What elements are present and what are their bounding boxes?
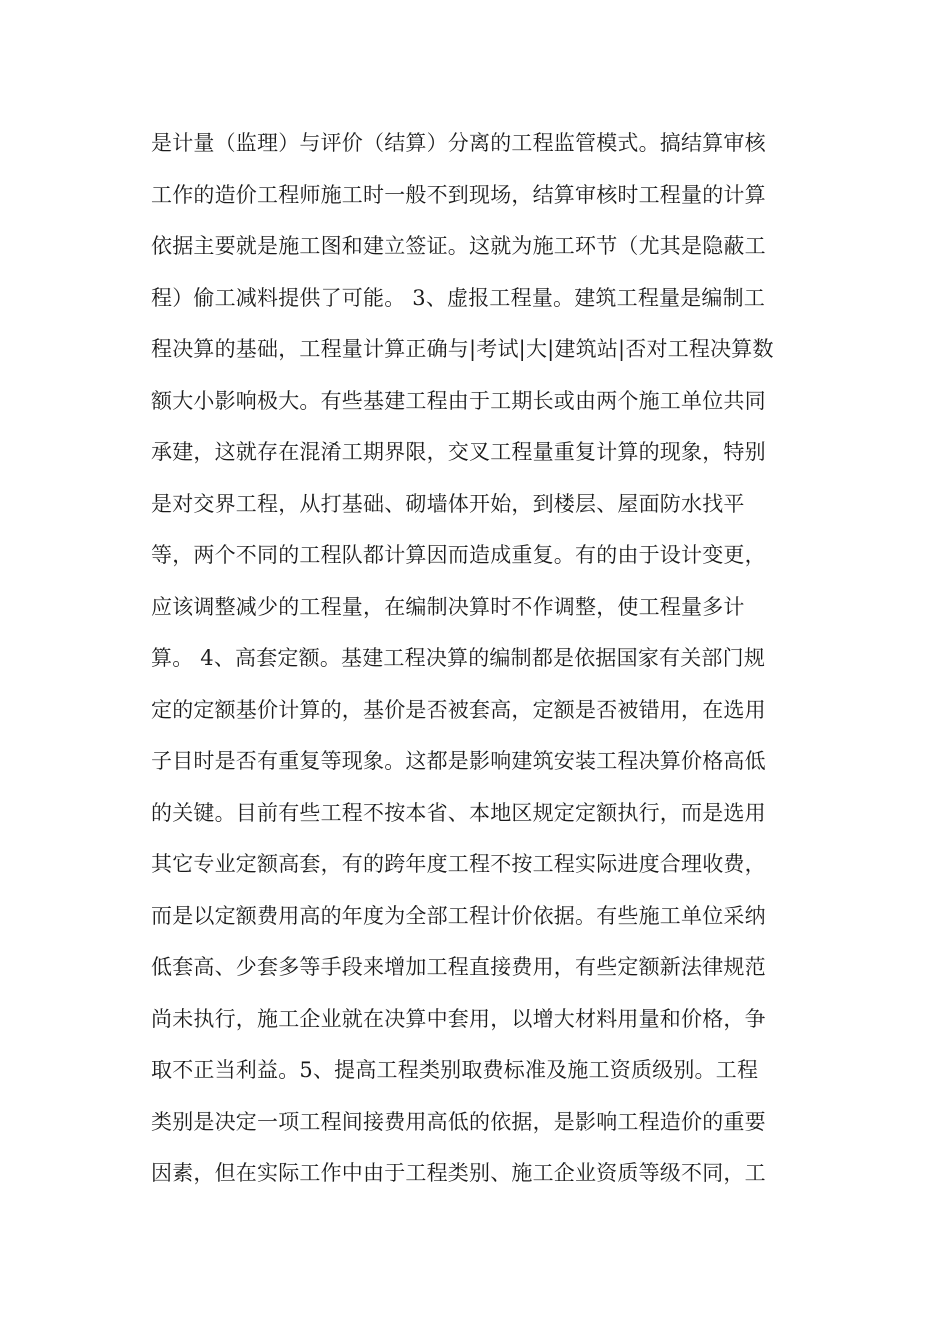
body-text bbox=[151, 118, 811, 1200]
text-line: 应该调整减少的工程量，在编制决算时不作调整，使工程量多计 bbox=[151, 594, 745, 619]
text-line: 工作的造价工程师施工时一般不到现场，结算审核时工程量的计算 bbox=[151, 182, 766, 207]
text-line: 类别是决定一项工程间接费用高低的依据，是影响工程造价的重要 bbox=[151, 1109, 766, 1134]
text-line: 因素，但在实际工作中由于工程类别、施工企业资质等级不同，工 bbox=[151, 1161, 766, 1185]
text-line: 其它专业定额高套，有的跨年度工程不按工程实际进度合理收费， bbox=[151, 852, 766, 876]
text-line: 算。 4、高套定额。基建工程决算的编制都是依据国家有关部门规 bbox=[151, 646, 766, 670]
text-line: 承建，这就存在混淆工期界限，交叉工程量重复计算的现象，特别 bbox=[151, 440, 766, 464]
text-line: 定的定额基价计算的，基价是否被套高，定额是否被错用，在选用 bbox=[151, 697, 766, 722]
text-line: 等，两个不同的工程队都计算因而造成重复。有的由于设计变更， bbox=[151, 543, 766, 567]
text-line: 尚未执行，施工企业就在决算中套用，以增大材料用量和价格，争 bbox=[151, 1006, 766, 1031]
text-line: 是计量（监理）与评价（结算）分离的工程监管模式。搞结算审核 bbox=[151, 131, 766, 155]
text-line: 是对交界工程，从打基础、砌墙体开始，到楼层、屋面防水找平 bbox=[151, 491, 745, 516]
text-line: 取不正当利益。5、提高工程类别取费标准及施工资质级别。工程 bbox=[151, 1058, 759, 1082]
text-line: 子目时是否有重复等现象。这都是影响建筑安装工程决算价格高低 bbox=[151, 749, 766, 773]
text-line: 而是以定额费用高的年度为全部工程计价依据。有些施工单位采纳 bbox=[151, 903, 766, 928]
text-line: 程决算的基础，工程量计算正确与|考试|大|建筑站|否对工程决算数 bbox=[151, 337, 774, 361]
text-line: 额大小影响极大。有些基建工程由于工期长或由两个施工单位共同 bbox=[151, 388, 766, 413]
text-line: 程）偷工减料提供了可能。 3、虚报工程量。建筑工程量是编制工 bbox=[151, 285, 766, 310]
text-line: 低套高、少套多等手段来增加工程直接费用，有些定额新法律规范 bbox=[151, 955, 766, 979]
text-line: 的关键。目前有些工程不按本省、本地区规定定额执行，而是选用 bbox=[151, 800, 766, 825]
text-line: 依据主要就是施工图和建立签证。这就为施工环节（尤其是隐蔽工 bbox=[151, 234, 766, 258]
